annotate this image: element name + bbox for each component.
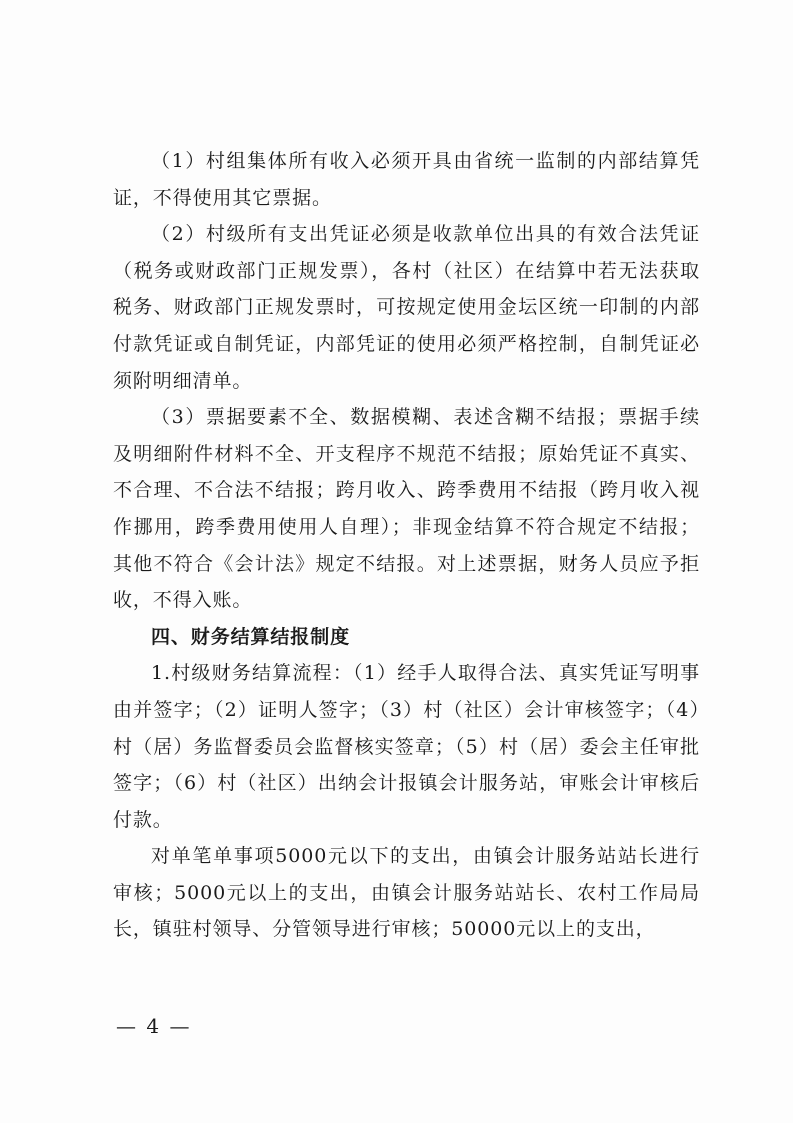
page-number: — 4 — xyxy=(116,1014,192,1038)
paragraph-income-vouchers: （1）村组集体所有收入必须开具由省统一监制的内部结算凭证，不得使用其它票据。 xyxy=(113,150,700,209)
paragraph-settlement-process: 1.村级财务结算流程：（1）经手人取得合法、真实凭证写明事由并签字；（2）证明人签字；（3）村（社区）会计审核签字；（4）村（居）务监督委员会监督核实签章；（5）村（居）委会主任审批签字；（6）村（社区）出纳会计报镇会计服务站，审账会计审核后付款。 xyxy=(113,662,700,831)
section-heading: 四、财务结算结报制度 xyxy=(151,625,351,648)
document-body xyxy=(113,143,700,948)
paragraph-expense-vouchers: （2）村级所有支出凭证必须是收款单位出具的有效合法凭证（税务或财政部门正规发票），各村（社区）在结算中若无法获取税务、财政部门正规发票时，可按规定使用金坛区统一印制的内部付款凭证或自制凭证，内部凭证的使用必须严格控制，自制凭证必须附明细清单。 xyxy=(113,223,700,392)
paragraph-rejection-rules: （3）票据要素不全、数据模糊、表述含糊不结报；票据手续及明细附件材料不全、开支程序不规范不结报；原始凭证不真实、不合理、不合法不结报；跨月收入、跨季费用不结报（跨月收入视作挪用，跨季费用使用人自理）；非现金结算不符合规定不结报；其他不符合《会计法》规定不结报。对上述票据，财务人员应予拒收，不得入账。 xyxy=(113,406,700,612)
paragraph-approval-thresholds: 对单笔单事项5000元以下的支出，由镇会计服务站站长进行审核；5000元以上的支出，由镇会计服务站站长、农村工作局局长，镇驻村领导、分管领导进行审核；50000元以上的支出， xyxy=(113,845,700,941)
